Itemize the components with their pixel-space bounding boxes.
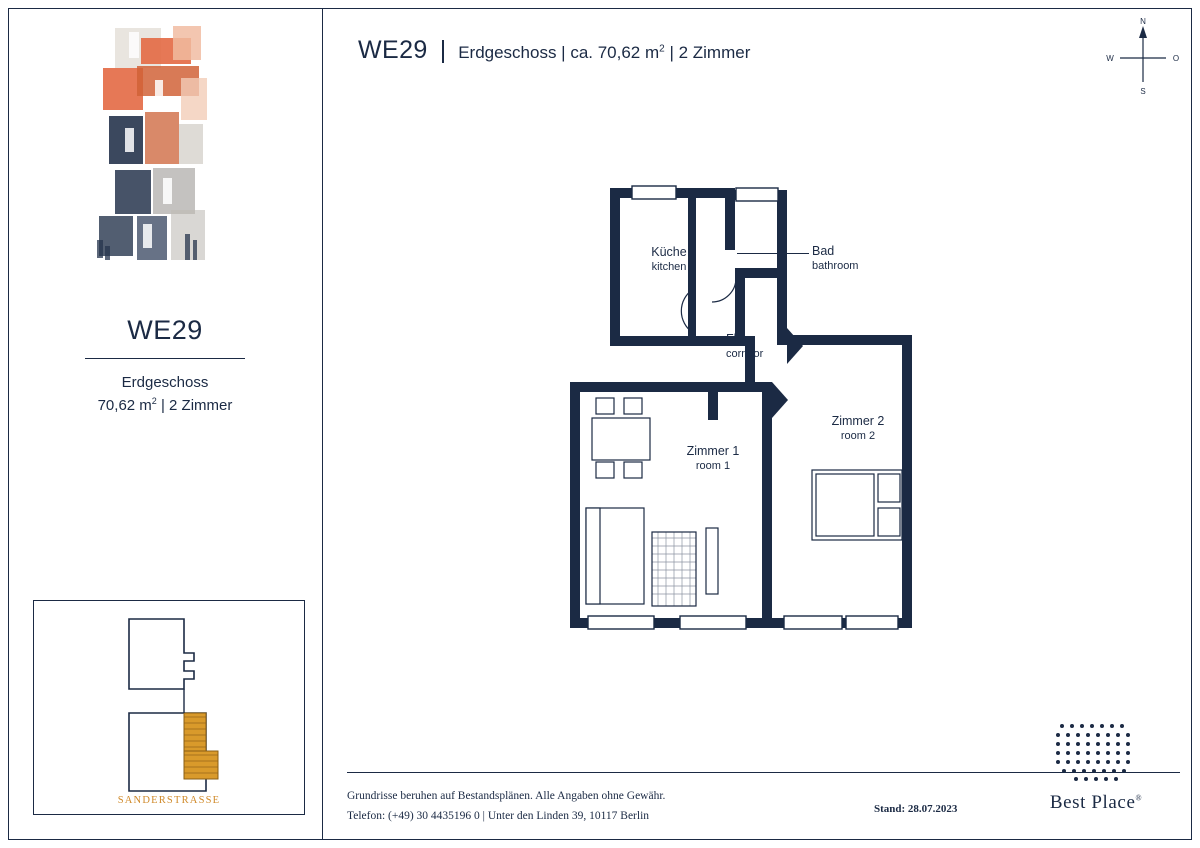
label-bathroom-de: Bad xyxy=(812,244,835,258)
unit-divider xyxy=(85,358,245,359)
label-room-1-en: room 1 xyxy=(695,459,731,472)
unit-floor: Erdgeschoss xyxy=(121,373,209,391)
header-details xyxy=(458,43,750,63)
unit-area-value: 70,62 m xyxy=(97,396,152,414)
map-street-label: SANDERSTRASSE xyxy=(117,795,221,806)
footer-contact: Telefon: (+49) 30 4435196 0 | Unter den Linden 39, 10117 Berlin xyxy=(347,810,650,823)
plan-header xyxy=(358,36,750,65)
brand-logo xyxy=(1016,716,1176,816)
brand-registered-mark: ® xyxy=(1135,793,1143,803)
footer-date: Stand: 28.07.2023 xyxy=(874,803,958,815)
footer-legal xyxy=(347,786,665,826)
compass-rose xyxy=(1098,18,1188,98)
floorplan-drawing xyxy=(540,160,960,660)
label-kitchen-de: Küche xyxy=(651,245,687,259)
brand-name xyxy=(1016,792,1176,814)
column-divider xyxy=(322,8,323,840)
header-separator: | xyxy=(439,36,447,64)
label-room-2-en: room 2 xyxy=(840,429,876,442)
unit-rooms-value: | 2 Zimmer xyxy=(156,396,233,414)
brand-name-text: Best Place xyxy=(1049,792,1136,813)
project-logo-artwork xyxy=(85,20,245,270)
label-bathroom-en: bathroom xyxy=(812,259,859,272)
compass-west-label: W xyxy=(1106,54,1114,63)
header-details-text: Erdgeschoss | ca. 70,62 m xyxy=(458,43,660,62)
location-map xyxy=(33,600,305,815)
label-room-2 xyxy=(808,414,908,443)
label-corridor xyxy=(726,332,806,361)
label-corridor-en: corridor xyxy=(726,347,764,360)
header-details-sup: 2 xyxy=(659,43,665,55)
compass-south-label: S xyxy=(1140,87,1146,96)
header-details-tail: | 2 Zimmer xyxy=(664,43,751,62)
label-bathroom xyxy=(812,244,932,273)
compass-east-label: O xyxy=(1172,54,1180,63)
footer-disclaimer: Grundrisse beruhen auf Bestandsplänen. Alle Angaben ohne Gewähr. xyxy=(347,790,666,802)
furniture-room-2 xyxy=(812,470,902,540)
brand-dot-pattern-icon xyxy=(1052,716,1140,791)
unit-area-sup: 2 xyxy=(151,395,157,406)
label-room-2-de: Zimmer 2 xyxy=(831,414,885,428)
label-bathroom-leader-line xyxy=(737,253,809,254)
unit-title: WE29 xyxy=(127,315,203,345)
label-kitchen-en: kitchen xyxy=(651,260,687,273)
unit-area-rooms xyxy=(40,394,290,417)
compass-north-label: N xyxy=(1140,18,1146,26)
header-unit-id: WE29 xyxy=(358,36,428,64)
label-room-1-de: Zimmer 1 xyxy=(686,444,740,458)
label-kitchen xyxy=(624,245,714,274)
label-corridor-de: Flur xyxy=(726,332,748,346)
unit-summary xyxy=(40,316,290,417)
label-room-1 xyxy=(668,444,758,473)
